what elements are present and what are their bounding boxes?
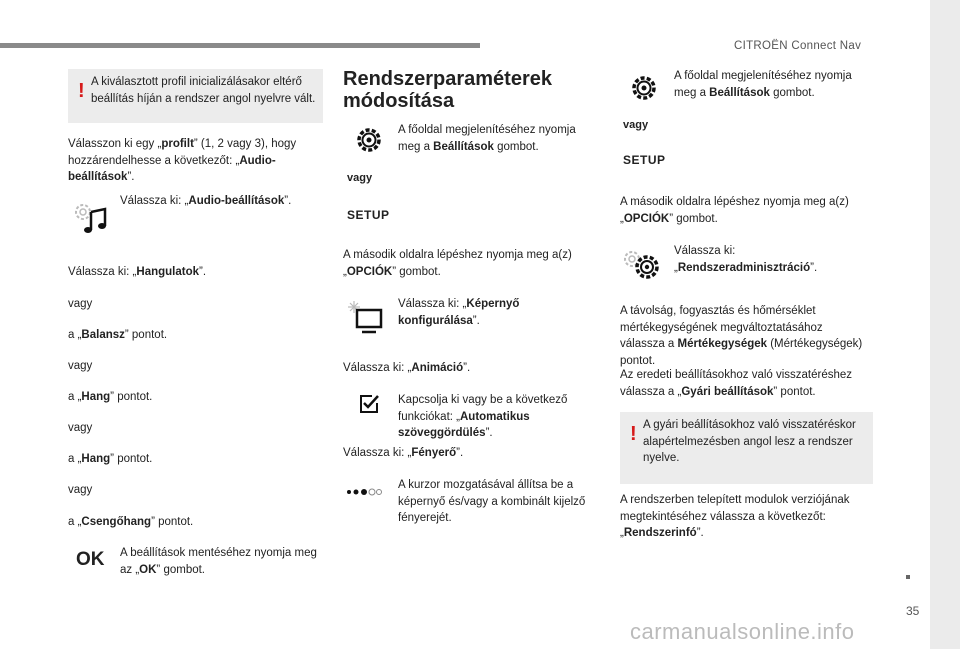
warning-note xyxy=(68,69,323,123)
gear-icon xyxy=(629,73,659,103)
side-strip xyxy=(930,0,960,649)
or-text: vagy xyxy=(623,119,649,131)
main-menu-text: A főoldal megjelenítéséhez nyomja meg a Beállítások gombot. xyxy=(398,124,576,153)
warning-icon: ! xyxy=(630,423,637,445)
watermark: carmanualsonline.info xyxy=(630,619,855,644)
audio-settings-line: Válassza ki: „Audio-beállítások”. xyxy=(120,195,292,207)
auto-scroll-text: Kapcsolja ki vagy be a következő funkciókat: „Automatikus szöveggördülés”. xyxy=(398,394,568,440)
hangulatok-line: Válassza ki: „Hangulatok”. xyxy=(68,266,207,278)
warning-note-text: A gyári beállításokhoz való visszatéréskor alapértelmezésben angol lesz a rendszer nyelve. xyxy=(643,419,856,465)
options-text: A második oldalra lépéshez nyomja meg a(z) „OPCIÓK” gombot. xyxy=(620,196,849,225)
audio-settings-icon xyxy=(74,200,110,236)
or-text: vagy xyxy=(347,172,373,184)
factory-text: Az eredeti beállításokhoz való visszatéréshez válassza a „Gyári beállítások” pontot. xyxy=(620,369,853,398)
brightness-dots-icon xyxy=(346,487,382,497)
or-text: vagy xyxy=(68,484,93,496)
hang-line: a „Hang” pontot. xyxy=(68,453,153,465)
page-marker xyxy=(906,575,910,579)
warning-icon: ! xyxy=(78,80,85,102)
warning-note-text: A kiválasztott profil inicializálásakor eltérő beállítás híján a rendszer angol nyelvre vált. xyxy=(91,76,316,105)
balansz-line: a „Balansz” pontot. xyxy=(68,329,168,341)
header-title: CITROËN Connect Nav xyxy=(734,40,862,52)
system-admin-text: Válassza ki: „Rendszeradminisztráció”. xyxy=(674,245,818,274)
ok-icon: OK xyxy=(76,549,105,570)
system-admin-icon xyxy=(622,247,662,281)
animation-text: Válassza ki: „Animáció”. xyxy=(343,362,471,374)
setup-button-icon: SETUP xyxy=(347,208,390,222)
warning-note xyxy=(620,412,873,484)
or-text: vagy xyxy=(68,298,93,310)
or-text: vagy xyxy=(68,360,93,372)
units-text: A távolság, fogyasztás és hőmérséklet mértékegységének megváltoztatásához válassza a Mértékegységek (Mértékegységek) pontot. xyxy=(620,305,863,368)
setup-button-icon: SETUP xyxy=(623,153,666,167)
checkbox-icon xyxy=(358,393,380,415)
options-text: A második oldalra lépéshez nyomja meg a(z) „OPCIÓK” gombot. xyxy=(343,249,572,278)
gear-icon xyxy=(354,125,384,155)
hang-line: a „Hang” pontot. xyxy=(68,391,153,403)
page-number: 35 xyxy=(906,604,920,618)
brightness-text: Válassza ki: „Fényerő”. xyxy=(343,447,464,459)
section-title: Rendszerparaméterek módosítása xyxy=(343,68,552,112)
ok-text: A beállítások mentéséhez nyomja meg az „OK” gombot. xyxy=(120,547,317,576)
or-text: vagy xyxy=(68,422,93,434)
modules-text: A rendszerben telepített modulok verziójának megtekintéséhez válassza a következőt: „Rendszerinfó”. xyxy=(620,494,850,540)
screen-config-text: Válassza ki: „Képernyő konfigurálása”. xyxy=(398,298,520,327)
header-bar xyxy=(0,43,480,48)
csengohang-line: a „Csengőhang” pontot. xyxy=(68,516,194,528)
screen-settings-icon xyxy=(347,300,383,334)
cursor-text: A kurzor mozgatásával állítsa be a képernyő és/vagy a kombinált kijelző fényerejét. xyxy=(398,479,586,525)
main-menu-text: A főoldal megjelenítéséhez nyomja meg a Beállítások gombot. xyxy=(674,70,852,99)
profile-paragraph: Válasszon ki egy „profilt” (1, 2 vagy 3), hogy hozzárendelhesse a következőt: „Audio-beállítások”. xyxy=(68,138,297,184)
